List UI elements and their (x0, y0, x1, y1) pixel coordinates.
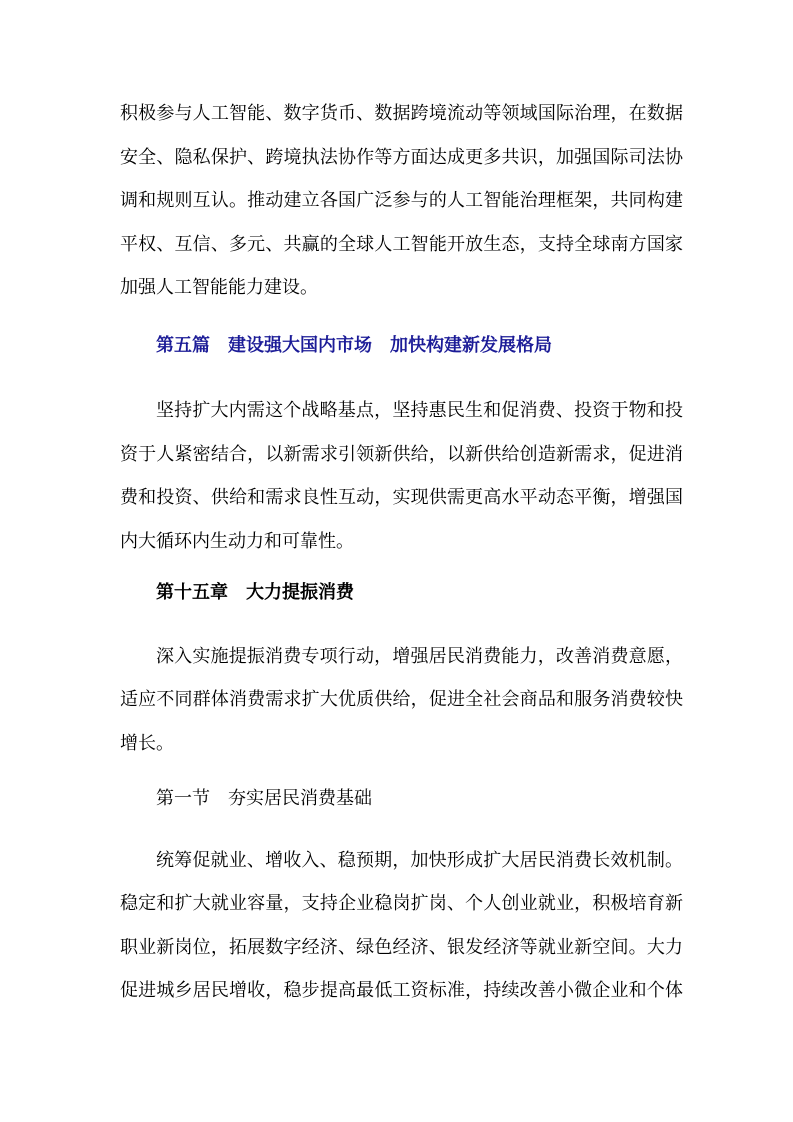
part-heading: 第五篇 建设强大国内市场 加快构建新发展格局 (156, 334, 552, 355)
body-paragraph-domestic-demand (120, 389, 683, 563)
text-line: 安全、隐私保护、跨境执法协作等方面达成更多共识，加强国际司法协 (120, 146, 683, 167)
text-line: 深入实施提振消费专项行动，增强居民消费能力，改善消费意愿， (156, 645, 683, 666)
body-paragraph-boost-consumption (120, 635, 683, 766)
text-line: 促进城乡居民增收，稳步提高最低工资标准，持续改善小微企业和个体 (120, 980, 683, 1000)
chapter-heading: 第十五章 大力提振消费 (156, 582, 354, 602)
text-line: 加强人工智能能力建设。 (120, 277, 318, 297)
text-line: 积极参与人工智能、数字货币、数据跨境流动等领域国际治理，在数据 (120, 103, 683, 123)
text-line: 费和投资、供给和需求良性互动，实现供需更高水平动态平衡，增强国 (120, 487, 683, 507)
body-paragraph-ai-governance (120, 92, 683, 310)
text-line: 适应不同群体消费需求扩大优质供给，促进全社会商品和服务消费较快 (120, 689, 683, 709)
text-line: 职业新岗位，拓展数字经济、绿色经济、银发经济等就业新空间。大力 (120, 936, 683, 957)
text-line: 内大循环内生动力和可靠性。 (120, 530, 354, 551)
text-line: 资于人紧密结合，以新需求引领新供给，以新供给创造新需求，促进消 (120, 443, 683, 464)
text-line: 调和规则互认。推动建立各国广泛参与的人工智能治理框架，共同构建 (120, 190, 683, 210)
section-heading: 第一节 夯实居民消费基础 (156, 788, 372, 808)
body-paragraph-employment-income (120, 839, 683, 1013)
text-line: 平权、互信、多元、共赢的全球人工智能开放生态，支持全球南方国家 (120, 233, 683, 254)
text-line: 坚持扩大内需这个战略基点，坚持惠民生和促消费、投资于物和投 (156, 400, 683, 420)
text-line: 统筹促就业、增收入、稳预期，加快形成扩大居民消费长效机制。 (156, 849, 683, 870)
text-line: 稳定和扩大就业容量，支持企业稳岗扩岗、个人创业就业，积极培育新 (120, 893, 683, 913)
text-line: 增长。 (120, 732, 174, 753)
